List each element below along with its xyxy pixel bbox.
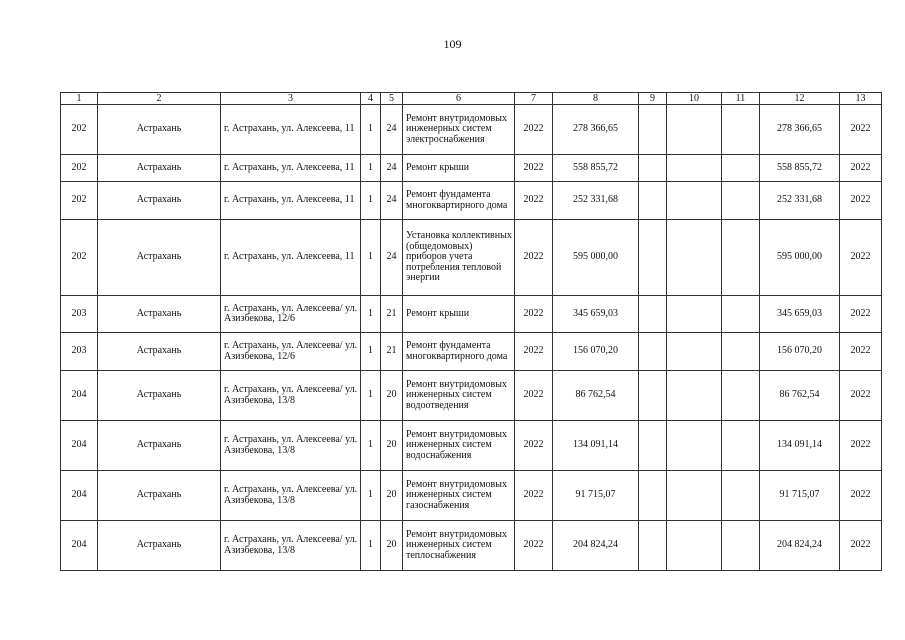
cell-col9	[639, 105, 667, 155]
cell-amount: 278 366,65	[760, 105, 840, 155]
cell-col9	[639, 182, 667, 220]
column-header: 10	[667, 93, 722, 105]
cell-amount: 558 855,72	[760, 155, 840, 182]
cell-col4: 1	[361, 421, 381, 471]
cell-year: 2022	[515, 296, 553, 333]
cell-total: 558 855,72	[553, 155, 639, 182]
cell-city: Астрахань	[98, 333, 221, 371]
cell-col11	[722, 220, 760, 296]
cell-work-type: Ремонт внутридомовых инженерных систем водоснабжения	[403, 421, 515, 471]
cell-amount: 252 331,68	[760, 182, 840, 220]
cell-address: г. Астрахань, ул. Алексеева/ ул. Азизбекова, 13/8	[221, 471, 361, 521]
table-row	[61, 220, 882, 296]
cell-year: 2022	[515, 333, 553, 371]
cell-work-type: Ремонт внутридомовых инженерных систем теплоснабжения	[403, 521, 515, 571]
cell-city: Астрахань	[98, 521, 221, 571]
cell-city: Астрахань	[98, 220, 221, 296]
cell-work-type: Ремонт внутридомовых инженерных систем газоснабжения	[403, 471, 515, 521]
column-header: 9	[639, 93, 667, 105]
cell-col10	[667, 421, 722, 471]
cell-year: 2022	[515, 155, 553, 182]
cell-work-type: Ремонт фундамента многоквартирного дома	[403, 333, 515, 371]
cell-col10	[667, 105, 722, 155]
cell-end-year: 2022	[840, 155, 882, 182]
column-header: 11	[722, 93, 760, 105]
cell-work-type: Установка коллективных (общедомовых) приборов учета потребления тепловой энергии	[403, 220, 515, 296]
cell-total: 91 715,07	[553, 471, 639, 521]
column-header: 12	[760, 93, 840, 105]
column-header: 7	[515, 93, 553, 105]
cell-work-type: Ремонт крыши	[403, 155, 515, 182]
cell-col5: 20	[381, 471, 403, 521]
cell-year: 2022	[515, 182, 553, 220]
cell-col11	[722, 296, 760, 333]
cell-col10	[667, 471, 722, 521]
cell-amount: 595 000,00	[760, 220, 840, 296]
cell-work-type: Ремонт фундамента многоквартирного дома	[403, 182, 515, 220]
cell-address: г. Астрахань, ул. Алексеева/ ул. Азизбекова, 13/8	[221, 521, 361, 571]
cell-col5: 20	[381, 521, 403, 571]
cell-id: 204	[61, 471, 98, 521]
page-number: 109	[443, 37, 462, 51]
cell-col4: 1	[361, 521, 381, 571]
column-header: 6	[403, 93, 515, 105]
cell-city: Астрахань	[98, 421, 221, 471]
cell-col5: 20	[381, 371, 403, 421]
cell-year: 2022	[515, 421, 553, 471]
cell-year: 2022	[515, 105, 553, 155]
cell-end-year: 2022	[840, 296, 882, 333]
table-row	[61, 471, 882, 521]
cell-address: г. Астрахань, ул. Алексеева/ ул. Азизбекова, 13/8	[221, 421, 361, 471]
cell-work-type: Ремонт крыши	[403, 296, 515, 333]
cell-amount: 345 659,03	[760, 296, 840, 333]
cell-col9	[639, 220, 667, 296]
cell-total: 86 762,54	[553, 371, 639, 421]
cell-year: 2022	[515, 371, 553, 421]
cell-id: 204	[61, 371, 98, 421]
cell-col11	[722, 471, 760, 521]
table-header-row	[61, 93, 882, 105]
cell-col9	[639, 421, 667, 471]
table-row	[61, 521, 882, 571]
cell-id: 202	[61, 155, 98, 182]
cell-col4: 1	[361, 371, 381, 421]
cell-amount: 204 824,24	[760, 521, 840, 571]
cell-end-year: 2022	[840, 521, 882, 571]
cell-end-year: 2022	[840, 421, 882, 471]
cell-amount: 156 070,20	[760, 333, 840, 371]
cell-total: 252 331,68	[553, 182, 639, 220]
cell-col11	[722, 182, 760, 220]
cell-city: Астрахань	[98, 155, 221, 182]
table-row	[61, 371, 882, 421]
cell-city: Астрахань	[98, 471, 221, 521]
cell-address: г. Астрахань, ул. Алексеева/ ул. Азизбекова, 12/6	[221, 296, 361, 333]
cell-col9	[639, 333, 667, 371]
cell-col11	[722, 333, 760, 371]
cell-col5: 24	[381, 220, 403, 296]
cell-id: 203	[61, 296, 98, 333]
cell-col9	[639, 155, 667, 182]
cell-total: 278 366,65	[553, 105, 639, 155]
cell-total: 595 000,00	[553, 220, 639, 296]
cell-col5: 21	[381, 296, 403, 333]
cell-col11	[722, 521, 760, 571]
cell-col10	[667, 296, 722, 333]
table-row	[61, 421, 882, 471]
column-header: 1	[61, 93, 98, 105]
table-row	[61, 296, 882, 333]
cell-id: 202	[61, 220, 98, 296]
cell-end-year: 2022	[840, 182, 882, 220]
cell-col4: 1	[361, 220, 381, 296]
cell-end-year: 2022	[840, 333, 882, 371]
cell-col11	[722, 105, 760, 155]
cell-col9	[639, 471, 667, 521]
cell-amount: 134 091,14	[760, 421, 840, 471]
cell-col5: 20	[381, 421, 403, 471]
cell-id: 202	[61, 105, 98, 155]
cell-col4: 1	[361, 182, 381, 220]
cell-col10	[667, 333, 722, 371]
cell-total: 204 824,24	[553, 521, 639, 571]
cell-col5: 24	[381, 182, 403, 220]
cell-end-year: 2022	[840, 371, 882, 421]
cell-col10	[667, 155, 722, 182]
column-header: 8	[553, 93, 639, 105]
cell-col9	[639, 296, 667, 333]
cell-col4: 1	[361, 155, 381, 182]
cell-city: Астрахань	[98, 182, 221, 220]
cell-col4: 1	[361, 471, 381, 521]
cell-address: г. Астрахань, ул. Алексеева, 11	[221, 182, 361, 220]
column-header: 13	[840, 93, 882, 105]
cell-col10	[667, 521, 722, 571]
cell-total: 345 659,03	[553, 296, 639, 333]
cell-col11	[722, 155, 760, 182]
cell-city: Астрахань	[98, 296, 221, 333]
cell-amount: 86 762,54	[760, 371, 840, 421]
cell-address: г. Астрахань, ул. Алексеева/ ул. Азизбекова, 13/8	[221, 371, 361, 421]
table-row	[61, 105, 882, 155]
table-row	[61, 182, 882, 220]
cell-city: Астрахань	[98, 371, 221, 421]
cell-amount: 91 715,07	[760, 471, 840, 521]
column-header: 3	[221, 93, 361, 105]
cell-col5: 24	[381, 155, 403, 182]
cell-col5: 21	[381, 333, 403, 371]
cell-col4: 1	[361, 333, 381, 371]
cell-total: 156 070,20	[553, 333, 639, 371]
cell-address: г. Астрахань, ул. Алексеева, 11	[221, 220, 361, 296]
column-header: 4	[361, 93, 381, 105]
table-row	[61, 333, 882, 371]
cell-col9	[639, 371, 667, 421]
cell-col4: 1	[361, 105, 381, 155]
cell-id: 204	[61, 421, 98, 471]
cell-year: 2022	[515, 471, 553, 521]
cell-end-year: 2022	[840, 220, 882, 296]
cell-end-year: 2022	[840, 471, 882, 521]
cell-address: г. Астрахань, ул. Алексеева, 11	[221, 155, 361, 182]
cell-col9	[639, 521, 667, 571]
cell-year: 2022	[515, 220, 553, 296]
cell-col5: 24	[381, 105, 403, 155]
cell-address: г. Астрахань, ул. Алексеева/ ул. Азизбекова, 12/6	[221, 333, 361, 371]
column-header: 5	[381, 93, 403, 105]
cell-col11	[722, 371, 760, 421]
cell-id: 204	[61, 521, 98, 571]
cell-col4: 1	[361, 296, 381, 333]
cell-col10	[667, 220, 722, 296]
cell-col10	[667, 182, 722, 220]
cell-city: Астрахань	[98, 105, 221, 155]
column-header: 2	[98, 93, 221, 105]
cell-work-type: Ремонт внутридомовых инженерных систем водоотведения	[403, 371, 515, 421]
cell-total: 134 091,14	[553, 421, 639, 471]
table-row	[61, 155, 882, 182]
cell-work-type: Ремонт внутридомовых инженерных систем электроснабжения	[403, 105, 515, 155]
cell-end-year: 2022	[840, 105, 882, 155]
cell-address: г. Астрахань, ул. Алексеева, 11	[221, 105, 361, 155]
capital-repair-table	[60, 92, 882, 571]
cell-id: 202	[61, 182, 98, 220]
cell-year: 2022	[515, 521, 553, 571]
cell-col10	[667, 371, 722, 421]
cell-col11	[722, 421, 760, 471]
cell-id: 203	[61, 333, 98, 371]
